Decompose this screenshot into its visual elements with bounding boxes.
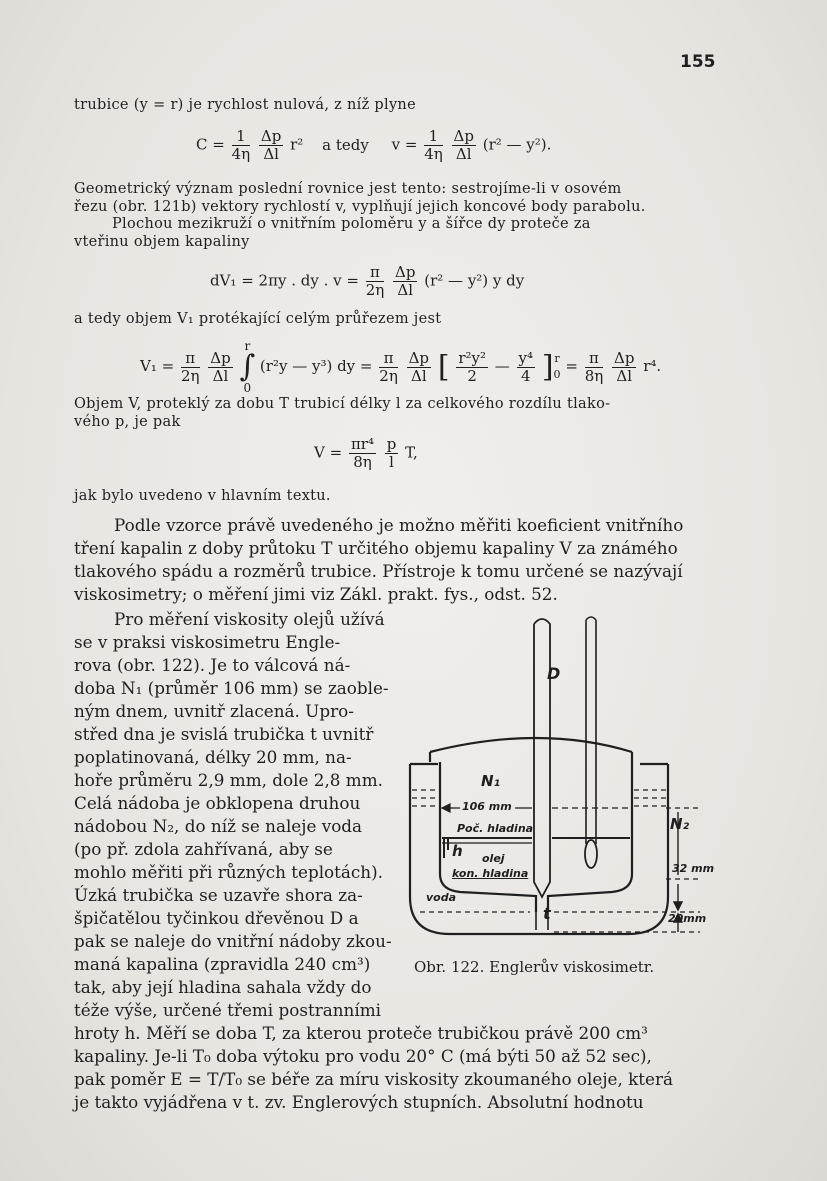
text-line: (po př. zdola zahřívaná, aby se [74, 839, 333, 859]
eq1-frac3 [424, 128, 443, 163]
eq3-num5: π [585, 350, 604, 368]
text-line: řezu (obr. 121b) vektory rychlostí v, vyplňují jejich koncové body parabolu. [74, 199, 646, 215]
eq3-den2: Δl [212, 366, 229, 385]
eq3-limits [554, 351, 561, 383]
eq4-den2: l [389, 453, 394, 471]
text-line: pak poměr E = T/T₀ se béře za míru viskosity zkoumaného oleje, která [74, 1069, 674, 1089]
text-line: poplatinovaná, délky 20 mm, na- [74, 747, 352, 767]
eq2-frac [366, 264, 385, 299]
eq3-lower: 0 [243, 381, 252, 395]
eq3-num: π [181, 350, 200, 368]
label-N2: N₂ [670, 815, 690, 833]
text-line: Pro měření viskosity olejů užívá [114, 609, 385, 629]
text-line: Úzká trubička se uzavře shora za- [74, 885, 363, 905]
eq4-frac2 [385, 436, 399, 471]
eq3-r4: r⁴. [643, 357, 662, 375]
text-line: hoře průměru 2,9 mm, dole 2,8 mm. [74, 770, 383, 790]
water-lines [412, 790, 700, 932]
eq3-frac [181, 350, 200, 385]
bracket-right: ] [541, 349, 554, 385]
text-line: tak, aby její hladina sahala vždy do [74, 977, 372, 997]
eq3-lim-up: r [554, 352, 560, 365]
eq1-den: 4η [231, 145, 251, 163]
eq3-upper: r [244, 339, 251, 353]
eq2-num2: Δp [395, 263, 416, 281]
eq1-tail: (r² — y²). [482, 135, 552, 154]
eq3-frac4 [407, 350, 431, 385]
eq3-num4: Δp [408, 348, 430, 367]
eq2-num: π [366, 264, 385, 282]
eq1-num: 1 [232, 128, 251, 146]
lid [430, 738, 632, 752]
eq1-v: v = [391, 135, 418, 154]
text-line: a tedy objem V₁ protékající celým průřezem jest [74, 311, 442, 327]
text-line: tlakového spádu a rozměrů trubice. Přístroje k tomu určené se nazývají [74, 561, 683, 581]
eq2-frac2 [393, 264, 417, 299]
integral-sign: ∫ [239, 349, 256, 384]
text-line: vého p, je pak [74, 414, 181, 430]
eq4-left: V = [314, 443, 343, 462]
equation-3 [140, 340, 661, 394]
label-t: t [543, 904, 551, 923]
eq1-frac2 [259, 128, 283, 163]
eq3-den: 2η [180, 366, 200, 385]
eq3-den4: Δl [410, 366, 427, 385]
eq3-lim-low: 0 [553, 368, 561, 381]
text-line: střed dna je svislá trubička t uvnitř [74, 724, 374, 744]
eq3-frac6 [612, 350, 636, 385]
equation-4 [314, 436, 418, 471]
eq3-integrand: (r²y — y³) dy = [259, 357, 373, 375]
text-line: Plochou mezikruží o vnitřním poloměru y a šířce dy proteče za [112, 216, 591, 232]
wooden-rod [534, 619, 550, 897]
text-line: rova (obr. 122). Je to válcová ná- [74, 655, 351, 675]
label-olej: olej [482, 852, 505, 865]
label-20mm: 20mm [668, 912, 707, 925]
figure-caption: Obr. 122. Englerův viskosimetr. [414, 958, 655, 976]
eq4-tail: T, [405, 443, 418, 462]
text-line: špičatělou tyčinkou dřevěnou D a [74, 908, 359, 928]
text-line: viskosimetry; o měření jimi viz Zákl. prakt. fys., odst. 52. [74, 584, 558, 604]
eq1-left: C = [196, 135, 225, 154]
text-line: hroty h. Měří se doba T, za kterou proteče trubičkou právě 200 cm³ [74, 1023, 648, 1043]
bracket-left: [ [437, 349, 450, 385]
text-line: vteřinu objem kapaliny [74, 234, 250, 250]
eq1-den3: 4η [424, 145, 443, 163]
equation-1 [196, 128, 551, 163]
eq2-tail: (r² — y²) y dy [424, 271, 525, 290]
eq1-r2: r² [290, 135, 304, 154]
thermometer [586, 617, 596, 844]
eq3-den3: 2η [379, 366, 398, 385]
text-line: jak bylo uvedeno v hlavním textu. [74, 488, 331, 504]
text-line: maná kapalina (zpravidla 240 cm³) [74, 954, 371, 974]
eq1-den4: Δl [455, 145, 472, 163]
text-line: Geometrický význam poslední rovnice jest tento: sestrojíme-li v osovém [74, 181, 622, 197]
eq4-num2: p [386, 435, 397, 453]
text-line: Objem V, proteklý za dobu T trubicí délky l za celkového rozdílu tlako- [74, 396, 611, 412]
eq3-b2d: 4 [521, 366, 531, 385]
eq1-frac4 [452, 128, 476, 163]
eq3-b1n: r²y² [458, 348, 486, 367]
text-line: ným dnem, uvnitř zlacená. Upro- [74, 701, 354, 721]
eq1-frac [232, 128, 251, 163]
eq3-num2: Δp [210, 348, 231, 367]
level-pins [444, 838, 448, 858]
eq3-bracket-frac1 [456, 350, 488, 385]
text-line: nádobou N₂, do níž se naleje voda [74, 816, 363, 836]
text-line: téže výše, určené třemi postranními [74, 1000, 381, 1020]
equation-2 [210, 264, 524, 299]
eq1-mid: a tedy [322, 135, 369, 154]
label-poc-hladina: Poč. hladina [457, 822, 534, 835]
eq3-bracket-frac2 [517, 350, 536, 385]
eq3-left: V₁ = [140, 357, 175, 375]
label-kon-hladina: kon. hladina [452, 867, 529, 880]
text-line: tření kapalin z doby průtoku T určitého objemu kapaliny V za známého [74, 538, 678, 558]
eq3-num3: π [379, 350, 398, 368]
label-32mm: 32 mm [672, 862, 715, 875]
eq3-b2n: y⁴ [518, 348, 534, 367]
eq3-frac5 [585, 350, 604, 385]
text-line: Podle vzorce právě uvedeného je možno měřiti koeficient vnitřního [114, 515, 684, 535]
eq1-den2: Δl [263, 145, 279, 163]
label-N1: N₁ [481, 772, 501, 790]
eq3-integral [240, 340, 256, 394]
text-line: Celá nádoba je obklopena druhou [74, 793, 361, 813]
eq3-den6: Δl [616, 366, 633, 385]
text-line: mohlo měřiti při různých teplotách). [74, 862, 383, 882]
eq3-den5: 8η [584, 366, 604, 385]
eq2-den2: Δl [397, 281, 414, 299]
eq4-frac [349, 436, 376, 471]
label-D: D [547, 664, 561, 683]
text-line: trubice (y = r) je rychlost nulová, z níž plyne [74, 97, 416, 113]
eq3-frac2 [208, 350, 232, 385]
eq1-num2: Δp [260, 127, 282, 145]
eq4-num: πr⁴ [350, 435, 374, 453]
label-voda: voda [426, 891, 457, 904]
text-line: doba N₁ (průměr 106 mm) se zaoble- [74, 678, 389, 698]
label-h: h [452, 842, 463, 860]
eq1-num3: 1 [424, 128, 443, 146]
eq3-frac3 [379, 350, 398, 385]
eq1-num4: Δp [453, 127, 474, 145]
eq3-num6: Δp [614, 348, 635, 367]
text-line: pak se naleje do vnitřní nádoby zkou- [74, 931, 392, 951]
text-line: je takto vyjádřena v t. zv. Englerových stupních. Absolutní hodnotu [74, 1092, 644, 1112]
eq2-left: dV₁ = 2πy . dy . v = [210, 271, 359, 290]
eq4-den: 8η [353, 453, 372, 471]
label-106mm: 106 mm [462, 800, 512, 813]
eq3-b1d: 2 [467, 366, 477, 385]
eq3-equals: = [565, 357, 578, 375]
text-line: se v praksi viskosimetru Engle- [74, 632, 341, 652]
page-number: 155 [680, 52, 716, 72]
text-line: kapaliny. Je-li T₀ doba výtoku pro vodu 20° C (má býti 50 až 52 sec), [74, 1046, 652, 1066]
eq2-den: 2η [365, 281, 385, 299]
eq3-minus: — [494, 357, 510, 375]
oil-surface [442, 838, 630, 843]
